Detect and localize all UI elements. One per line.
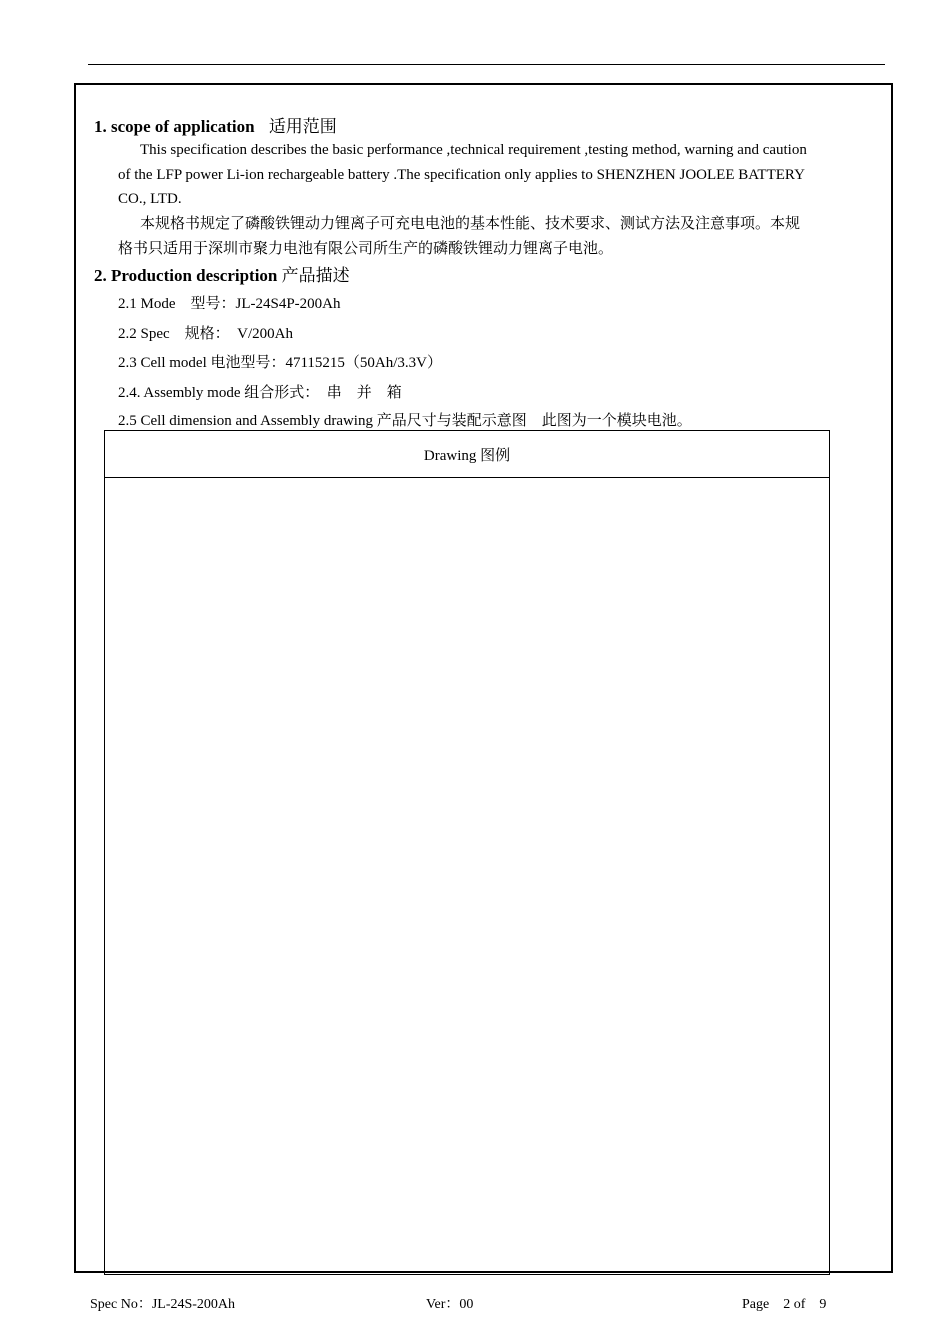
section2-heading-cn: 产品描述 xyxy=(281,266,350,285)
section1-paragraph-cn xyxy=(118,212,888,261)
section2-heading-en: 2. Production description xyxy=(94,266,278,285)
footer-version: Ver：00 xyxy=(426,1297,474,1312)
section1-heading-cn: 适用范围 xyxy=(268,117,337,136)
header-rule xyxy=(88,64,885,65)
spec-item-cell-model: 2.3 Cell model 电池型号：47115215（50Ah/3.3V） xyxy=(118,355,443,371)
paragraph-line: CO., LTD. xyxy=(118,191,182,207)
paragraph-line: 格书只适用于深圳市聚力电池有限公司所生产的磷酸铁锂动力锂离子电池。 xyxy=(118,240,614,257)
section1-paragraph-en xyxy=(118,138,888,212)
paragraph-line: of the LFP power Li-ion rechargeable battery .The specification only applies to SHENZHEN JOOLEE BATTERY xyxy=(118,166,805,183)
spec-item-spec: 2.2 Spec 规格： V/200Ah xyxy=(118,326,293,342)
drawing-header: Drawing 图例 xyxy=(105,431,829,478)
drawing-table xyxy=(104,430,830,1275)
paragraph-line: This specification describes the basic performance ,technical requirement ,testing method, warning and caution xyxy=(140,142,807,158)
paragraph-line: 本规格书规定了磷酸铁锂动力锂离子可充电电池的基本性能、技术要求、测试方法及注意事项。本规 xyxy=(140,216,801,232)
spec-item-drawing: 2.5 Cell dimension and Assembly drawing 产品尺寸与装配示意图 此图为一个模块电池。 xyxy=(118,413,692,429)
spec-item-assembly-mode: 2.4. Assembly mode 组合形式： 串 并 箱 xyxy=(118,385,402,401)
footer-spec-no: Spec No：JL-24S-200Ah xyxy=(90,1297,236,1312)
section1-heading xyxy=(94,112,337,137)
footer-page: Page 2 of 9 xyxy=(742,1297,827,1312)
section1-heading-en: 1. scope of application xyxy=(94,117,255,136)
spec-item-model: 2.1 Mode 型号：JL-24S4P-200Ah xyxy=(118,296,341,312)
section2-heading xyxy=(94,261,350,286)
